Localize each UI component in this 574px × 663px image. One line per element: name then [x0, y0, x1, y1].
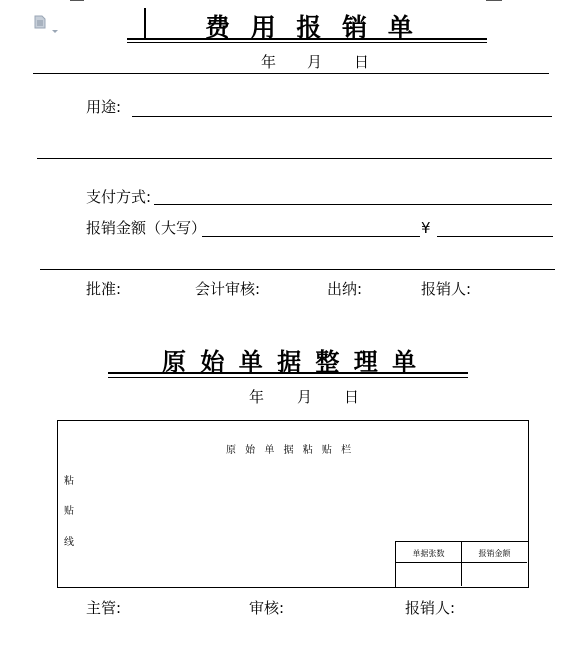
- approve-label: 批准:: [86, 280, 122, 298]
- claim-amount-cell[interactable]: [462, 563, 527, 585]
- form1-header-divider: [33, 73, 549, 74]
- form1-title: 费 用 报 销 单: [205, 13, 419, 42]
- form1-date: [0, 51, 574, 71]
- amount-words-field-line[interactable]: [202, 236, 420, 237]
- cashier-label: 出纳:: [327, 280, 363, 298]
- form2-title: 原 始 单 据 整 理 单: [162, 347, 420, 376]
- form2-title-rule-top: [108, 372, 468, 374]
- dropdown-arrow-icon[interactable]: [52, 19, 58, 23]
- amount-number-field-line[interactable]: [437, 236, 553, 237]
- form2-date-month: 月: [297, 388, 313, 406]
- form1-date-year: 年: [261, 53, 277, 71]
- page-top-edge-right: [486, 0, 502, 1]
- accounting-review-label: 会计审核:: [195, 280, 261, 298]
- receipt-paste-box-title: 原 始 单 据 粘 贴 栏: [226, 445, 355, 456]
- form1-date-month: 月: [307, 53, 323, 71]
- page-top-edge-left: [70, 0, 84, 1]
- claim-amount-header: 报销金额: [478, 549, 511, 558]
- purpose-label: 用途:: [86, 98, 122, 116]
- purpose-field-line-2[interactable]: [37, 158, 552, 159]
- form2-title-rule-bottom: [108, 377, 468, 378]
- payment-method-field-line[interactable]: [154, 204, 552, 205]
- form2-date: [0, 386, 574, 406]
- purpose-field-line[interactable]: [132, 116, 552, 117]
- form1-title-rule-top: [127, 38, 487, 40]
- receipt-count-cell[interactable]: [396, 563, 461, 585]
- form1-date-day: 日: [354, 53, 370, 71]
- form2-date-year: 年: [249, 388, 265, 406]
- form1-footer-divider: [40, 269, 555, 270]
- supervisor-label: 主管:: [86, 599, 122, 617]
- side-char-stick: 粘: [64, 476, 74, 487]
- claimant-label: 报销人:: [421, 280, 472, 298]
- currency-symbol: ¥: [421, 219, 431, 237]
- amount-words-label: 报销金额（大写）: [86, 219, 207, 237]
- form2-date-day: 日: [344, 388, 360, 406]
- payment-method-label: 支付方式:: [86, 188, 152, 206]
- side-char-line: 线: [64, 537, 74, 548]
- form2-claimant-label: 报销人:: [405, 599, 456, 617]
- receipt-count-header: 单据张数: [412, 549, 445, 558]
- text-cursor: [144, 8, 146, 39]
- side-char-paste: 贴: [64, 506, 74, 517]
- form1-title-rule-bottom: [127, 42, 487, 43]
- reviewer-label: 审核:: [249, 599, 285, 617]
- document-icon[interactable]: [34, 14, 46, 28]
